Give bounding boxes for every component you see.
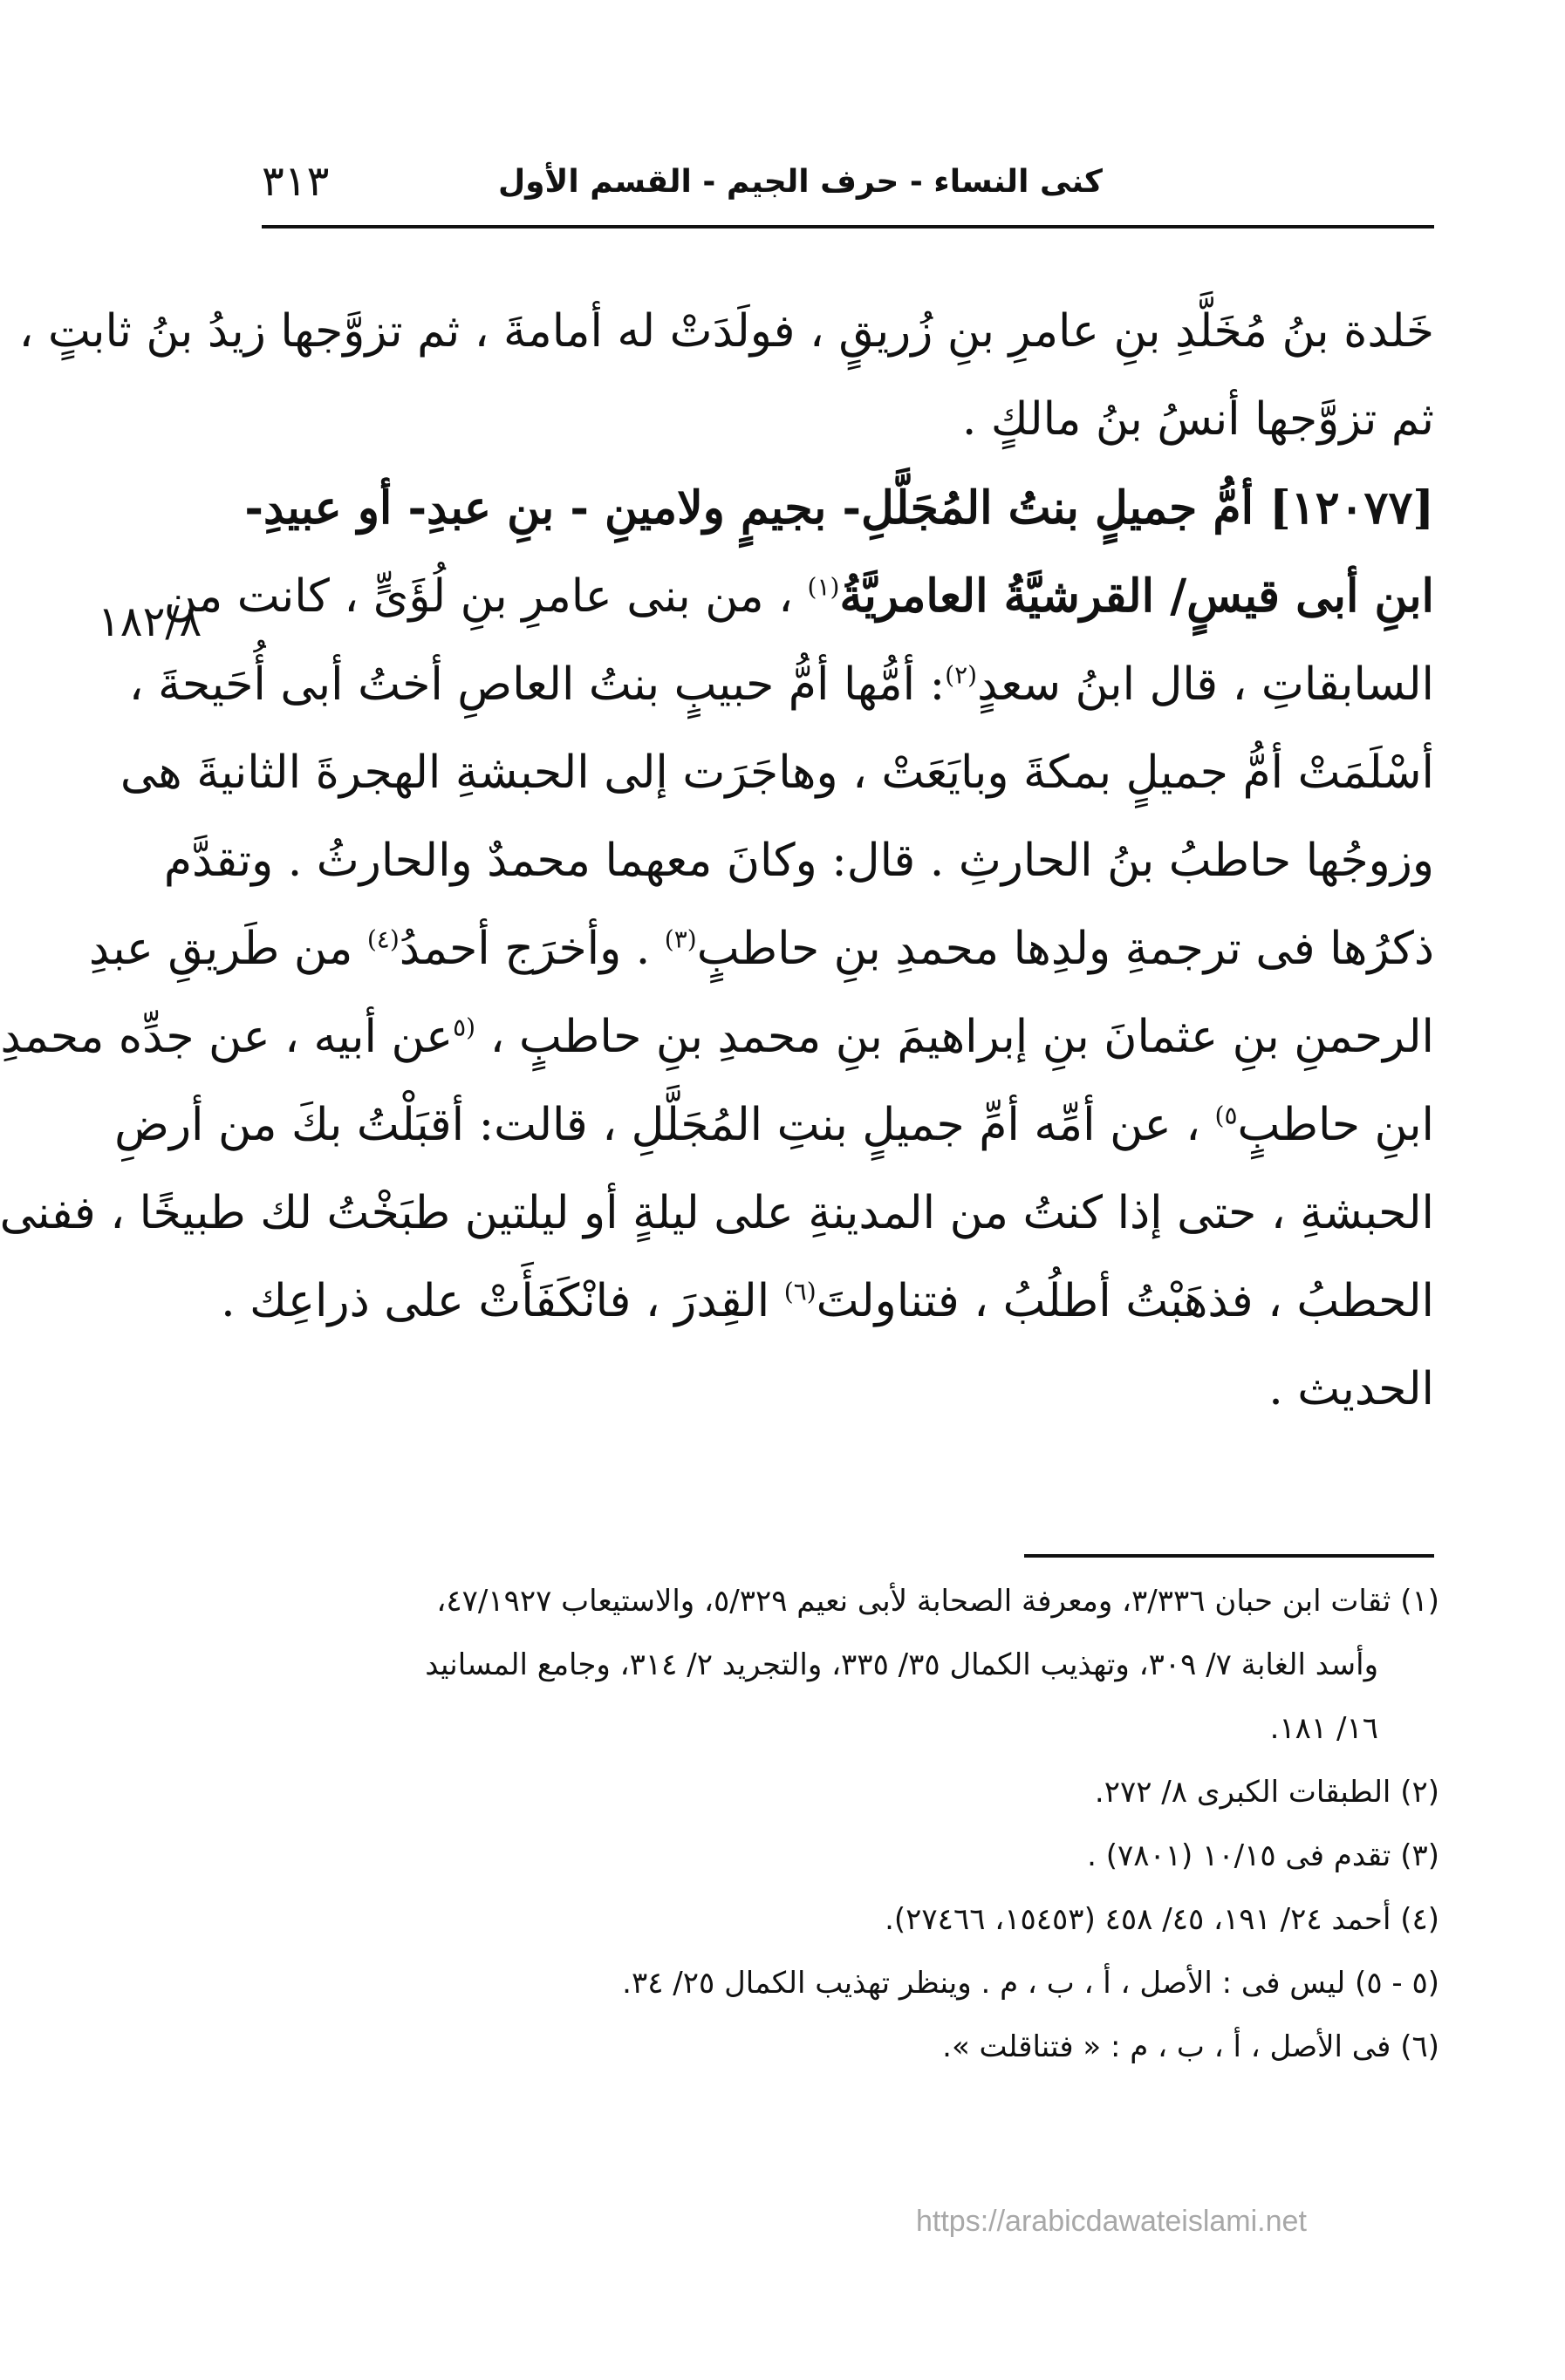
text-line: ذكرُها فى ترجمةِ ولدِها محمدِ بنِ حاطبٍ$^{(٣)}$ . وأخرَج أحمدُ$^{(٤)}$ من طَريقِ عبدِ	[88, 923, 1434, 975]
footnote-divider	[1024, 1554, 1434, 1558]
text-line: خَلدة بنُ مُخَلَّدِ بنِ عامرِ بنِ زُريقٍ ، فولَدَتْ له أمامةَ ، ثم تزوَّجها زيدُ بنُ ثابتٍ ،	[18, 305, 1434, 358]
text-line: الحبشةِ ، حتى إذا كنتُ من المدينةِ على ليلةٍ أو ليلتين طبَخْتُ لك طبيخًا ، ففنى	[0, 1187, 1434, 1239]
header-title: كنى النساء - حرف الجيم - القسم الأول	[497, 164, 1103, 200]
footnote-ref: (٤)	[366, 924, 400, 954]
watermark-url: https://arabicdawateislami.net	[916, 2205, 1307, 2238]
running-header	[262, 157, 1434, 218]
text-line: ثم تزوَّجها أنسُ بنُ مالكٍ .	[961, 393, 1434, 446]
footnote-ref: (٢)	[945, 660, 978, 690]
footnote: (٢) الطبقات الكبرى ٨/ ٢٧٢.	[1094, 1775, 1439, 1810]
footnote-ref: ٥)	[1214, 1101, 1238, 1130]
footnote-continuation: وأسد الغابة ٧/ ٣٠٩، وتهذيب الكمال ٣٥/ ٣٣٥، والتجريد ٢/ ٣١٤، وجامع المسانيد	[425, 1647, 1378, 1682]
footnotes	[262, 1570, 1439, 2079]
footnote: (٤) أحمد ٢٤/ ١٩١، ٤٥/ ٤٥٨ (١٥٤٥٣، ٢٧٤٦٦).	[885, 1902, 1439, 1937]
text-line: أسْلَمَتْ أمُّ جميلٍ بمكةَ وبايَعَتْ ، وهاجَرَت إلى الحبشةِ الهجرةَ الثانيةَ هى	[120, 747, 1434, 799]
entry-heading-line: [١٢٠٧٧] أمُّ جميلٍ بنتُ المُجَلَّلِ- بجيمٍ ولامينِ - بنِ عبدِ- أو عبيدِ-	[244, 481, 1434, 535]
footnote-ref: (٦)	[783, 1277, 817, 1306]
footnote-ref: (٥	[453, 1013, 476, 1042]
footnote-ref: (٣)	[664, 924, 697, 954]
text-line: الحطبُ ، فذهَبْتُ أطلُبُ ، فتناولتَ$^{(٦)}$ القِدرَ ، فانْكَفَأَتْ على ذراعِك .	[221, 1275, 1434, 1327]
text-line: ابنِ حاطبٍ$^{٥)}$ ، عن أمِّه أمِّ جميلٍ بنتِ المُجَلَّلِ ، قالت: أقبَلْتُ بكَ من أرضِ	[114, 1099, 1434, 1151]
footnote: (٦) فى الأصل ، أ ، ب ، م : « فتناقلت ».	[942, 2029, 1439, 2064]
footnote: (٣) تقدم فى ١٠/١٥ (٧٨٠١) .	[1087, 1838, 1439, 1873]
text-line: ابنِ أبى قيسٍ/ القرشيَّةُ العامريَّةُ$^{(١)}$ ، من بنى عامرِ بنِ لُؤَىٍّ ، كانت من	[163, 569, 1434, 623]
header-divider	[262, 225, 1434, 228]
text-line: وزوجُها حاطبُ بنُ الحارثِ . قال: وكانَ معهما محمدٌ والحارثُ . وتقدَّم	[163, 835, 1434, 887]
text-line: الحديث .	[1268, 1363, 1434, 1415]
text-line: الرحمنِ بنِ عثمانَ بنِ إبراهيمَ بنِ محمدِ بنِ حاطبٍ ، $^{(٥}$عن أبيه ، عن جدِّه محمدِ	[0, 1011, 1434, 1063]
text-line: السابقاتِ ، قال ابنُ سعدٍ$^{(٢)}$: أمُّها أمُّ حبيبٍ بنتُ العاصِ أختُ أبى أُحَيحةَ ،	[128, 658, 1434, 711]
footnote-continuation: ١٦/ ١٨١.	[1269, 1711, 1378, 1746]
page-number: ٣١٣	[262, 157, 330, 206]
footnote: (٥ - ٥) ليس فى : الأصل ، أ ، ب ، م . وينظر تهذيب الكمال ٢٥/ ٣٤.	[622, 1966, 1439, 2001]
footnote: (١) ثقات ابن حبان ٣/٣٣٦، ومعرفة الصحابة لأبى نعيم ٥/٣٢٩، والاستيعاب ٤٧/١٩٢٧،	[436, 1584, 1439, 1619]
footnote-ref: (١)	[807, 572, 840, 602]
margin-reference: ١٨٢/٨	[98, 597, 202, 646]
